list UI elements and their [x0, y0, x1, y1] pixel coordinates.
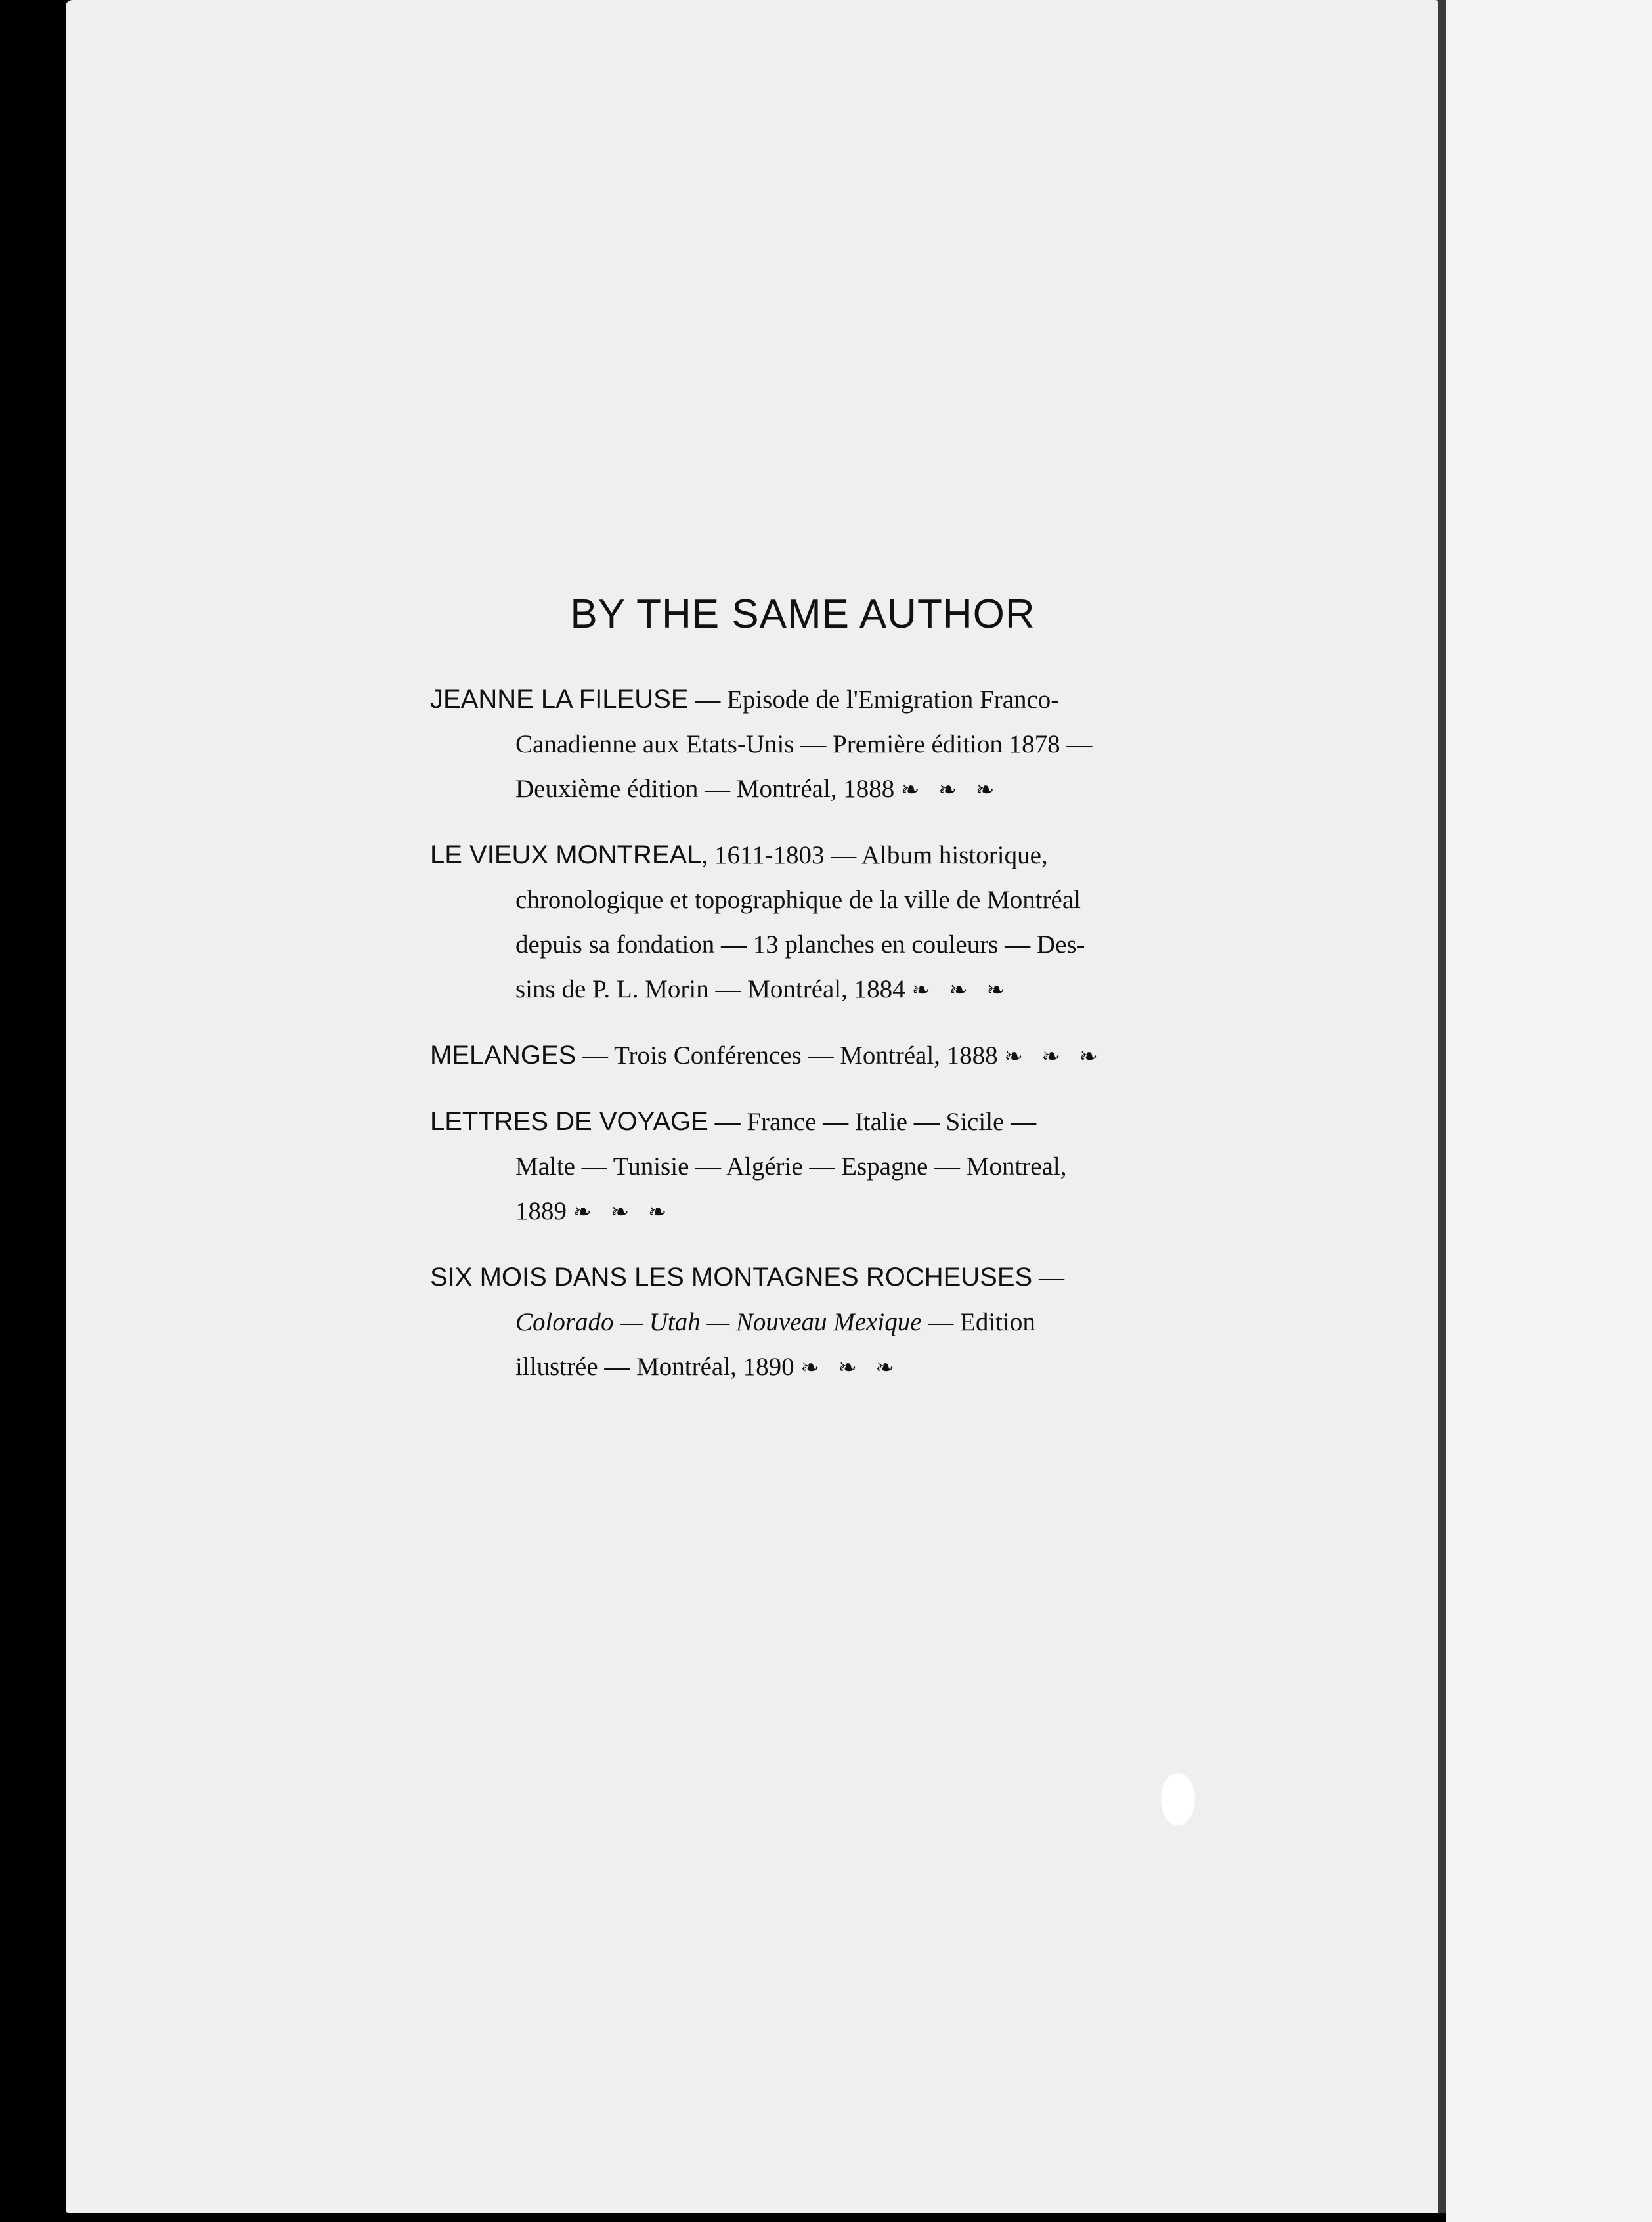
bibliography-entry: [430, 833, 1175, 1013]
entry-text: — Trois Conférences — Montréal, 1888: [576, 1041, 998, 1070]
entry-text: depuis sa fondation — 13 planches en couleurs — Des-: [515, 930, 1085, 959]
entry-title: LE VIEUX MONTREAL: [430, 840, 702, 869]
entry-text: — Edition: [921, 1308, 1035, 1336]
entry-title: MELANGES: [430, 1041, 576, 1070]
page-heading: BY THE SAME AUTHOR: [570, 592, 1035, 637]
publication-list: [430, 591, 1175, 1410]
fleuron-ornament: ❧ ❧ ❧: [911, 978, 1012, 1003]
paper-speck: [1161, 1773, 1195, 1825]
right-page-edge: [1446, 0, 1652, 2222]
entry-text: —: [1032, 1263, 1064, 1292]
fleuron-ornament: ❧ ❧ ❧: [800, 1356, 901, 1380]
fleuron-ornament: ❧ ❧ ❧: [573, 1200, 674, 1225]
bibliography-entry: [430, 677, 1175, 813]
entry-text: 1889: [515, 1197, 567, 1225]
fleuron-ornament: ❧ ❧ ❧: [1004, 1045, 1104, 1069]
entry-title: JEANNE LA FILEUSE: [430, 685, 689, 714]
entry-text: chronologique et topographique de la ville de Montréal: [515, 886, 1081, 914]
entry-text: Deuxième édition — Montréal, 1888: [515, 775, 895, 803]
fleuron-ornament: ❧ ❧ ❧: [901, 778, 1001, 802]
entry-text: , 1611-1803 — Album historique,: [701, 841, 1048, 869]
entry-title: SIX MOIS DANS LES MONTAGNES ROCHEUSES: [430, 1263, 1033, 1292]
entry-text: — France — Italie — Sicile —: [708, 1108, 1037, 1136]
entry-text: Malte — Tunisie — Algérie — Espagne — Montreal,: [515, 1152, 1067, 1181]
bibliography-entry: [430, 1033, 1175, 1079]
entry-text: illustrée — Montréal, 1890: [515, 1353, 794, 1381]
page-edge-shadow: [1438, 0, 1446, 2213]
entry-text: sins de P. L. Morin — Montréal, 1884: [515, 975, 905, 1003]
entry-text: Canadienne aux Etats-Unis — Première édition 1878 —: [515, 730, 1093, 758]
bibliography-entry: [430, 1255, 1175, 1391]
bibliography-entry: [430, 1099, 1175, 1235]
entry-text: — Episode de l'Emigration Franco-: [688, 686, 1060, 714]
entry-text-italic: Colorado — Utah — Nouveau Mexique: [515, 1308, 922, 1336]
entry-title: LETTRES DE VOYAGE: [430, 1107, 708, 1136]
